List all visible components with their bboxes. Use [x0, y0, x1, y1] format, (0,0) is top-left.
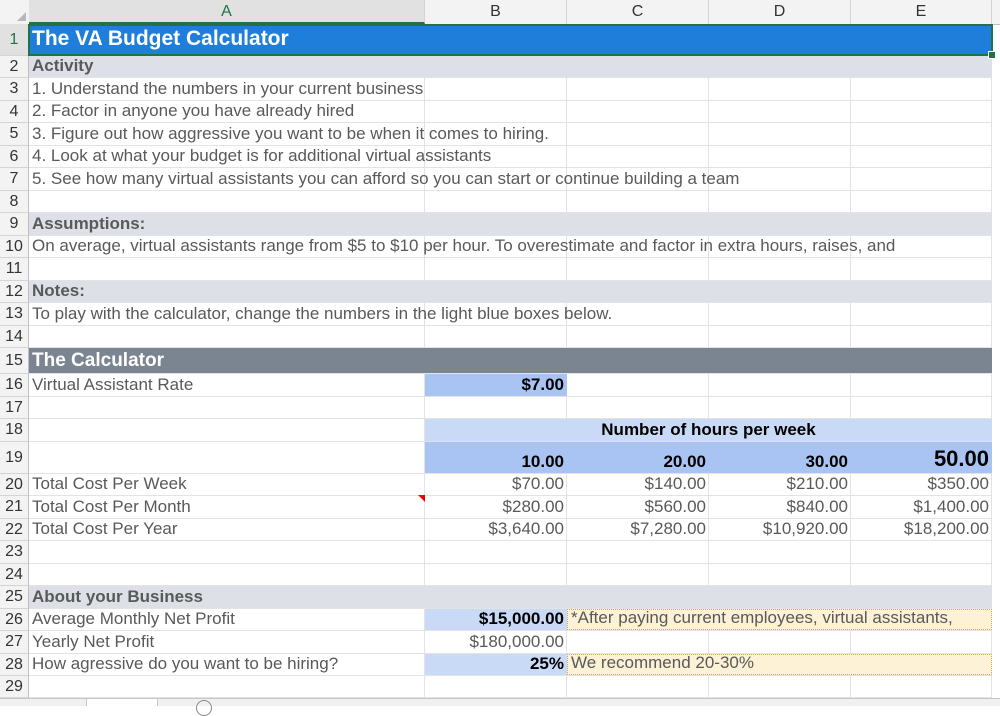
- row-header[interactable]: 19: [0, 442, 29, 474]
- sheet-title[interactable]: The VA Budget Calculator: [32, 27, 289, 50]
- monthly-profit-label[interactable]: Average Monthly Net Profit: [32, 609, 235, 628]
- profit-note[interactable]: *After paying current employees, virtual assistants,: [567, 609, 992, 630]
- select-all-corner[interactable]: [0, 0, 30, 24]
- row-header[interactable]: 28: [0, 654, 29, 676]
- add-sheet-icon[interactable]: [196, 700, 212, 716]
- row-header[interactable]: 6: [0, 146, 29, 168]
- sheet-row: [29, 631, 992, 654]
- sheet-row: [29, 258, 992, 281]
- row-header[interactable]: 23: [0, 541, 29, 564]
- row-header[interactable]: 4: [0, 101, 29, 123]
- section-row-assumptions: [29, 213, 992, 236]
- row-header[interactable]: 10: [0, 236, 29, 258]
- row-header[interactable]: 17: [0, 397, 29, 419]
- row-header[interactable]: 16: [0, 374, 29, 397]
- cost-month-b[interactable]: $280.00: [502, 497, 564, 516]
- sheet-row: [29, 397, 992, 419]
- activity-step-5[interactable]: 5. See how many virtual assistants you can afford so you can start or continue building a team: [32, 169, 740, 188]
- hours-input-1[interactable]: 10.00: [425, 442, 567, 473]
- section-row-business: [29, 586, 992, 609]
- sheet-row: [29, 326, 992, 348]
- hiring-recommendation-note[interactable]: We recommend 20-30%: [567, 654, 992, 675]
- sheet-row: [29, 374, 992, 397]
- hiring-percent-input[interactable]: 25%: [425, 654, 567, 675]
- column-header-bar: [0, 0, 1000, 25]
- row-header[interactable]: 22: [0, 519, 29, 541]
- assumptions-text[interactable]: On average, virtual assistants range from $5 to $10 per hour. To overestimate and factor in extra hours, raises, and: [32, 236, 896, 255]
- row-header[interactable]: 18: [0, 419, 29, 442]
- column-header-d[interactable]: D: [709, 0, 851, 24]
- cost-month-d[interactable]: $840.00: [786, 497, 848, 516]
- row-header[interactable]: 21: [0, 496, 29, 519]
- sheet-row: [29, 146, 992, 168]
- yearly-profit-value[interactable]: $180,000.00: [469, 632, 564, 651]
- activity-step-4[interactable]: 4. Look at what your budget is for additional virtual assistants: [32, 146, 492, 165]
- sheet-row: [29, 564, 992, 586]
- activity-step-2[interactable]: 2. Factor in anyone you have already hired: [32, 101, 355, 120]
- row-header[interactable]: 12: [0, 281, 29, 303]
- cost-month-e[interactable]: $1,400.00: [913, 497, 989, 516]
- va-rate-input[interactable]: $7.00: [425, 374, 567, 396]
- cost-year-c[interactable]: $7,280.00: [630, 519, 706, 538]
- row-header[interactable]: 29: [0, 676, 29, 698]
- sheet-row: [29, 419, 992, 442]
- activity-heading[interactable]: Activity: [32, 56, 94, 75]
- row-header[interactable]: 3: [0, 78, 29, 101]
- monthly-profit-input[interactable]: $15,000.00: [425, 609, 567, 630]
- sheet-row: [29, 541, 992, 564]
- sheet-row: [29, 474, 992, 496]
- row-header[interactable]: 14: [0, 326, 29, 348]
- row-header[interactable]: 5: [0, 123, 29, 146]
- activity-step-1[interactable]: 1. Understand the numbers in your current business: [32, 79, 424, 98]
- row-header[interactable]: 11: [0, 258, 29, 281]
- sheet-row: [29, 496, 992, 519]
- cost-year-d[interactable]: $10,920.00: [762, 519, 848, 538]
- sheet-row: [29, 303, 992, 326]
- hours-input-4[interactable]: 50.00: [851, 442, 992, 473]
- cost-per-year-label[interactable]: Total Cost Per Year: [32, 519, 178, 538]
- row-header[interactable]: 15: [0, 348, 29, 374]
- comment-indicator-icon[interactable]: [418, 495, 425, 502]
- activity-step-3[interactable]: 3. Figure out how aggressive you want to be when it comes to hiring.: [32, 124, 549, 143]
- hours-input-2[interactable]: 20.00: [567, 442, 709, 473]
- row-header[interactable]: 2: [0, 56, 29, 78]
- va-rate-label[interactable]: Virtual Assistant Rate: [32, 375, 194, 394]
- sheet-row: [29, 236, 992, 258]
- sheet-row: [29, 442, 992, 474]
- sheet-row: [29, 168, 992, 191]
- cost-year-b[interactable]: $3,640.00: [488, 519, 564, 538]
- column-header-c[interactable]: C: [567, 0, 709, 24]
- sheet-row: [29, 609, 992, 631]
- cost-per-month-label[interactable]: Total Cost Per Month: [32, 497, 191, 516]
- column-header-a[interactable]: A: [29, 0, 425, 24]
- row-header[interactable]: 8: [0, 191, 29, 213]
- column-header-e[interactable]: E: [851, 0, 992, 24]
- sheet-row: [29, 123, 992, 146]
- sheet-row: [29, 676, 992, 698]
- hours-input-3[interactable]: 30.00: [709, 442, 851, 473]
- row-header[interactable]: 25: [0, 586, 29, 609]
- cost-year-e[interactable]: $18,200.00: [903, 519, 989, 538]
- row-header[interactable]: 24: [0, 564, 29, 586]
- row-header[interactable]: 20: [0, 474, 29, 496]
- assumptions-heading[interactable]: Assumptions:: [32, 214, 146, 233]
- row-header[interactable]: 27: [0, 631, 29, 654]
- cost-month-c[interactable]: $560.00: [644, 497, 706, 516]
- sheet-row: [29, 78, 992, 101]
- cost-week-e[interactable]: $350.00: [927, 474, 989, 493]
- row-header[interactable]: 9: [0, 213, 29, 236]
- yearly-profit-label[interactable]: Yearly Net Profit: [32, 632, 155, 651]
- cost-week-b[interactable]: $70.00: [512, 474, 564, 493]
- row-header[interactable]: 7: [0, 168, 29, 191]
- sheet-row: [29, 519, 992, 541]
- notes-heading[interactable]: Notes:: [32, 281, 85, 300]
- sheet-row: [29, 191, 992, 213]
- sheet-row: [29, 101, 992, 123]
- sheet-row: [29, 654, 992, 676]
- business-heading[interactable]: About your Business: [32, 587, 203, 606]
- row-header[interactable]: 26: [0, 609, 29, 631]
- hours-per-week-heading[interactable]: Number of hours per week: [425, 419, 992, 441]
- hiring-aggressiveness-label[interactable]: How agressive do you want to be hiring?: [32, 654, 339, 673]
- title-row: [29, 24, 992, 56]
- cost-per-week-label[interactable]: Total Cost Per Week: [32, 474, 187, 493]
- calculator-heading[interactable]: The Calculator: [32, 350, 164, 371]
- notes-text[interactable]: To play with the calculator, change the numbers in the light blue boxes below.: [32, 304, 613, 323]
- row-header[interactable]: 1: [0, 24, 29, 56]
- section-row-activity: [29, 56, 992, 78]
- row-header[interactable]: 13: [0, 303, 29, 326]
- column-header-b[interactable]: B: [425, 0, 567, 24]
- cost-week-c[interactable]: $140.00: [644, 474, 706, 493]
- cost-week-d[interactable]: $210.00: [786, 474, 848, 493]
- calculator-band: [29, 348, 992, 374]
- section-row-notes: [29, 281, 992, 303]
